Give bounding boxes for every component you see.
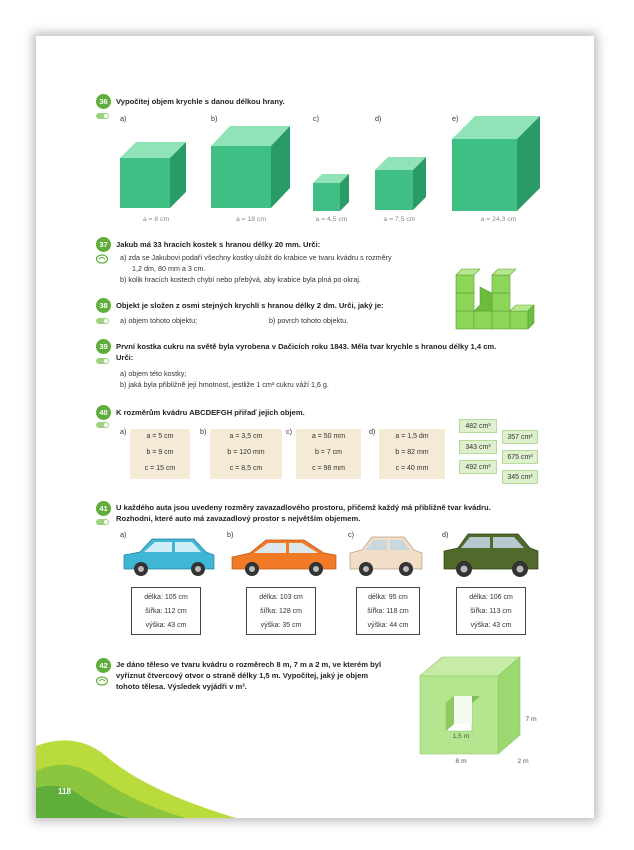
exercise-42-text-cont2: tohoto tělesa. Výsledek vyjádři v m³. [116, 682, 247, 691]
trunk-dimensions-a [131, 587, 201, 635]
difficulty-toggle-icon [96, 358, 109, 364]
trunk-width: šířka: 118 cm [367, 608, 409, 615]
item-letter: c) [348, 530, 354, 539]
item-letter: b) [211, 114, 218, 123]
cube-a-edge: a = 8 cm [142, 216, 170, 223]
block-width-label: 8 m [455, 758, 467, 765]
trunk-length: délka: 103 cm [259, 594, 303, 601]
exercise-37-a: a) zda se Jakubovi podaří všechny kostky uložit do krabice ve tvaru kvádru s rozměry [120, 253, 392, 262]
cubes-illustration [36, 36, 594, 236]
volume-option: 482 cm³ [459, 419, 497, 433]
trunk-length: délka: 106 cm [469, 594, 513, 601]
item-letter: a) [120, 114, 127, 123]
block-depth-label: 2 m [517, 758, 529, 765]
exercise-39-title: První kostka cukru na světě byla vyrobena v Dačicích roku 1843. Měla tvar krychle s hranou délky 1,4 cm. [116, 342, 497, 351]
volume-option: 492 cm³ [459, 460, 497, 474]
difficulty-toggle-icon [96, 422, 109, 428]
cube-b [211, 126, 290, 208]
exercise-number-38: 38 [96, 298, 111, 313]
exercise-number-40: 40 [96, 405, 111, 420]
page-number: 118 [58, 787, 71, 796]
item-letter: d) [369, 427, 376, 436]
exercise-39-a: a) objem této kostky; [120, 369, 187, 378]
exercise-42-text-cont: vyříznut čtvercový otvor o straně délky 1,5 m. Vypočítej, jaký je objem [116, 671, 369, 680]
exercise-38-a: a) objem tohoto objektu; [120, 316, 198, 325]
volume-option: 357 cm³ [502, 430, 538, 444]
exercise-number-41: 41 [96, 501, 111, 516]
trunk-width: šířka: 128 cm [259, 608, 302, 615]
cube-b-edge: a = 18 cm [235, 216, 267, 223]
volume-option: 343 cm³ [459, 440, 497, 454]
workbook-page [36, 36, 594, 818]
exercise-38-title: Objekt je složen z osmi stejných krychlí s hranou délky 2 dm. Urči, jaký je: [116, 301, 384, 310]
trunk-width: šířka: 113 cm [470, 608, 512, 615]
item-letter: c) [313, 114, 319, 123]
trunk-dimensions-b [246, 587, 316, 635]
difficulty-toggle-icon [96, 318, 109, 324]
dimension-a: a = 1,5 dm [395, 433, 429, 440]
exercise-36-title: Vypočítej objem krychle s danou délkou hrany. [116, 97, 285, 106]
difficulty-toggle-icon [96, 519, 109, 525]
car-a-hatchback [124, 539, 214, 576]
dimension-b: b = 82 mm [395, 449, 429, 456]
volume-option: 675 cm³ [502, 450, 538, 464]
trunk-height: výška: 35 cm [260, 622, 302, 629]
cube-object-illustration [452, 261, 548, 331]
item-letter: b) [227, 530, 234, 539]
block-height-label: 7 m [525, 716, 537, 723]
dimensions-card-a [130, 429, 190, 479]
block-with-hole-illustration [416, 651, 536, 766]
trunk-height: výška: 44 cm [367, 622, 409, 629]
exercise-number-42: 42 [96, 658, 111, 673]
trunk-height: výška: 43 cm [145, 622, 187, 629]
exercise-39-title-cont: Urči: [116, 353, 134, 362]
trunk-dimensions-c [356, 587, 420, 635]
volume-option: 345 cm³ [502, 470, 538, 484]
dimension-c: c = 98 mm [312, 465, 345, 472]
exercise-39-b: b) jaká byla přibližně její hmotnost, jestliže 1 cm³ cukru váží 1,6 g. [120, 380, 329, 389]
exercise-37-b: b) kolik hracích kostech chybí nebo přebývá, aby krabice byla plná po okraj. [120, 275, 361, 284]
exercise-41-title-cont: Rozhodni, které auto má zavazadlový prostor s největším objemem. [116, 514, 361, 523]
dimensions-card-b [210, 429, 282, 479]
dimension-c: c = 40 mm [395, 465, 429, 472]
cube-c [313, 174, 349, 211]
cube-d-edge: a = 7,5 cm [383, 216, 416, 223]
dimension-b: b = 9 cm [146, 449, 174, 456]
car-d-suv [444, 534, 538, 577]
exercise-38-b: b) povrch tohoto objektu. [269, 316, 349, 325]
item-letter: d) [375, 114, 382, 123]
trunk-width: šířka: 112 cm [145, 608, 187, 615]
exercise-41-title: U každého auta jsou uvedeny rozměry zavazadlového prostoru, přičemž každý má přibližně tvar kvádru. [116, 503, 491, 512]
dimension-b: b = 120 mm [227, 449, 265, 456]
decorative-corner-wave [36, 726, 236, 818]
exercise-number-37: 37 [96, 237, 111, 252]
trunk-length: délka: 95 cm [368, 594, 408, 601]
item-letter: e) [452, 114, 459, 123]
exercise-40-title: K rozměrům kvádru ABCDEFGH přiřaď jejich objem. [116, 408, 305, 417]
item-letter: b) [200, 427, 207, 436]
cube-c-edge: a = 4,5 cm [315, 216, 348, 223]
car-b-sedan [232, 540, 336, 576]
thinking-head-icon [96, 254, 109, 264]
car-c-compact [350, 537, 422, 576]
cube-a [120, 142, 186, 208]
exercise-37-title: Jakub má 33 hracích kostek s hranou délky 20 mm. Urči: [116, 240, 321, 249]
exercise-42-text: Je dáno těleso ve tvaru kvádru o rozměrech 8 m, 7 m a 2 m, ve kterém byl [116, 660, 382, 669]
dimension-a: a = 50 mm [311, 433, 346, 440]
dimensions-card-d [379, 429, 445, 479]
item-letter: a) [120, 530, 127, 539]
dimension-a: a = 5 cm [146, 433, 174, 440]
thinking-head-icon [96, 676, 109, 686]
dimension-a: a = 3,5 cm [229, 433, 263, 440]
dimensions-card-c [296, 429, 361, 479]
trunk-height: výška: 43 cm [470, 622, 512, 629]
trunk-length: délka: 105 cm [144, 594, 188, 601]
item-letter: d) [442, 530, 449, 539]
dimension-c: c = 8,5 cm [229, 465, 263, 472]
exercise-number-36: 36 [96, 94, 111, 109]
hole-side-label: 1,5 m [452, 733, 470, 740]
exercise-number-39: 39 [96, 339, 111, 354]
item-letter: c) [286, 427, 292, 436]
cube-e [452, 116, 540, 211]
dimension-c: c = 15 cm [144, 465, 176, 472]
item-letter: a) [120, 427, 127, 436]
trunk-dimensions-d [456, 587, 526, 635]
exercise-37-a-cont: 1,2 dm, 80 mm a 3 cm. [132, 264, 206, 273]
dimension-b: b = 7 cm [314, 449, 343, 456]
cars-illustration [36, 531, 594, 581]
cube-e-edge: a = 24,3 cm [480, 216, 517, 223]
cube-d [375, 157, 426, 210]
